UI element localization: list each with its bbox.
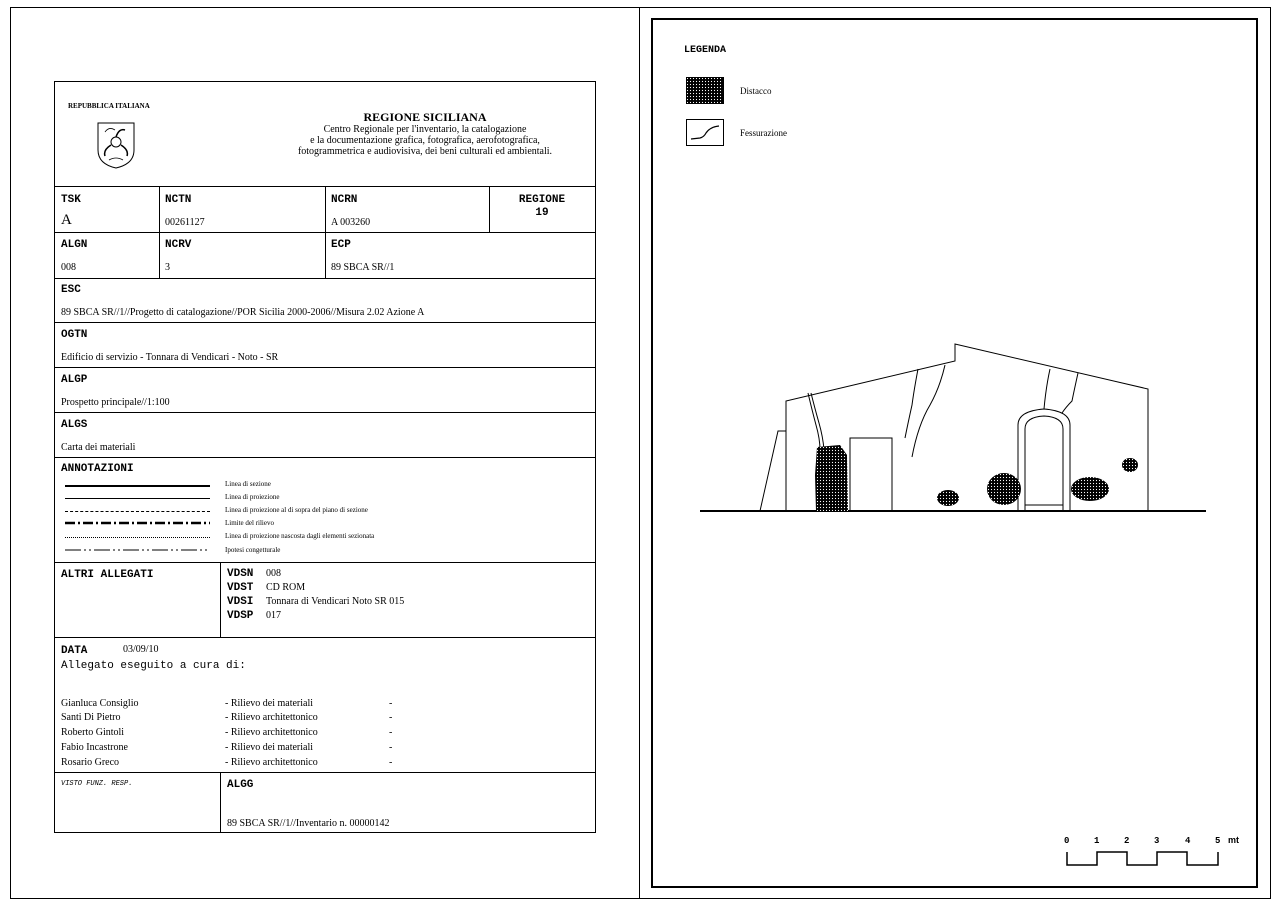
ncrn-label: NCRN xyxy=(331,194,358,206)
algn-label: ALGN xyxy=(61,239,88,251)
buttress-outline xyxy=(760,431,786,511)
sicily-emblem-icon xyxy=(95,120,137,170)
vdsi-key: VDSI xyxy=(227,596,254,608)
vdsp-key: VDSP xyxy=(227,610,254,622)
crack-line xyxy=(811,393,824,450)
legend-item-fessurazione: Fessurazione xyxy=(740,128,787,138)
scale-tick-label: 0 xyxy=(1064,836,1070,846)
scale-tick-label: 5 xyxy=(1215,836,1221,846)
ecp-label: ECP xyxy=(331,239,351,251)
visto-label: VISTO FUNZ. RESP. xyxy=(61,780,133,788)
person-extra: - xyxy=(389,712,393,723)
person-role: - Rilievo architettonico xyxy=(225,712,318,723)
tsk-label: TSK xyxy=(61,194,81,206)
person-role: - Rilievo architettonico xyxy=(225,727,318,738)
survey-limit-line-sample xyxy=(65,521,210,525)
legend-line-text: Linea di sezione xyxy=(225,480,271,488)
person-extra: - xyxy=(389,727,393,738)
detachment-swatch xyxy=(686,77,724,104)
row-line xyxy=(55,772,595,773)
ecp-value: 89 SBCA SR//1 xyxy=(331,262,395,273)
detachment-area xyxy=(1122,458,1138,472)
detachment-area xyxy=(937,490,959,506)
data-label: DATA xyxy=(61,645,88,657)
legend-item-distacco: Distacco xyxy=(740,86,772,96)
row-line xyxy=(55,562,595,563)
person-name: Fabio Incastrone xyxy=(61,742,128,753)
ogtn-label: OGTN xyxy=(61,329,88,341)
door-opening xyxy=(850,438,892,511)
esc-value: 89 SBCA SR//1//Progetto di catalogazione//POR Sicilia 2000-2006//Misura 2.02 Azione A xyxy=(61,307,425,318)
row-line xyxy=(55,412,595,413)
scale-tick-label: 3 xyxy=(1154,836,1160,846)
regione-label: REGIONE xyxy=(518,194,566,206)
row-line xyxy=(55,278,595,279)
center-line-2: e la documentazione grafica, fotografica, aerofotografica, xyxy=(310,135,540,146)
person-name: Roberto Gintoli xyxy=(61,727,125,738)
algs-value: Carta dei materiali xyxy=(61,442,136,453)
crack-line xyxy=(912,365,945,457)
person-name: Santi Di Pietro xyxy=(61,712,121,723)
person-extra: - xyxy=(389,757,393,768)
algp-value: Prospetto principale//1:100 xyxy=(61,397,170,408)
catalog-card xyxy=(54,81,596,833)
col-line xyxy=(220,562,221,637)
col-line xyxy=(220,772,221,833)
projection-line-sample xyxy=(65,498,210,499)
person-name: Rosario Greco xyxy=(61,757,120,768)
arched-door-inner xyxy=(1025,416,1063,511)
detachment-area xyxy=(987,473,1021,505)
ncrn-value: A 003260 xyxy=(331,217,371,228)
person-extra: - xyxy=(389,742,393,753)
scale-bar xyxy=(1060,835,1250,875)
vdsn-value: 008 xyxy=(266,568,281,579)
row-line xyxy=(55,322,595,323)
scale-unit: mt xyxy=(1228,835,1239,845)
allegato-subtitle: Allegato eseguito a cura di: xyxy=(61,660,246,672)
row-line xyxy=(55,232,595,233)
legend-line-text: Limite del rilievo xyxy=(225,519,274,527)
ogtn-value: Edificio di servizio - Tonnara di Vendicari - Noto - SR xyxy=(61,352,279,363)
region-header xyxy=(275,110,575,157)
scale-tick-label: 2 xyxy=(1124,836,1130,846)
republic-label: REPUBBLICA ITALIANA xyxy=(68,102,150,110)
nctn-value: 00261127 xyxy=(165,217,205,228)
algs-label: ALGS xyxy=(61,419,88,431)
person-name: Gianluca Consiglio xyxy=(61,698,139,709)
vdsn-key: VDSN xyxy=(227,568,254,580)
legend-title: LEGENDA xyxy=(684,45,727,56)
vdsp-value: 017 xyxy=(266,610,281,621)
annotazioni-label: ANNOTAZIONI xyxy=(61,463,134,475)
legend-line-text: Linea di proiezione xyxy=(225,493,280,501)
person-role: - Rilievo architettonico xyxy=(225,757,318,768)
hidden-line-sample xyxy=(65,537,210,538)
legend-line-text: Linea di proiezione nascosta dagli elementi sezionata xyxy=(225,532,375,540)
vdst-value: CD ROM xyxy=(266,582,306,593)
row-line xyxy=(55,457,595,458)
tsk-value: A xyxy=(61,212,72,228)
conjectural-line-sample xyxy=(65,548,210,552)
esc-label: ESC xyxy=(61,284,81,296)
crack-line xyxy=(905,369,918,438)
regione-value: 19 xyxy=(535,207,549,219)
crack-line xyxy=(1062,373,1078,413)
row-line xyxy=(55,637,595,638)
nctn-label: NCTN xyxy=(165,194,192,206)
sheet-divider xyxy=(639,7,640,899)
ncrv-label: NCRV xyxy=(165,239,192,251)
person-extra: - xyxy=(389,698,393,709)
elevation-drawing xyxy=(690,335,1220,525)
person-role: - Rilievo dei materiali xyxy=(225,698,314,709)
detachment-area xyxy=(815,445,848,511)
legend-line-text: Linea di proiezione al di sopra del piano di sezione xyxy=(225,506,368,514)
legend-line-text: Ipotesi congetturale xyxy=(225,546,281,554)
altri-allegati-label: ALTRI ALLEGATI xyxy=(61,569,154,581)
projection-above-line-sample xyxy=(65,511,210,512)
scale-bar-graphic xyxy=(1066,850,1221,870)
algg-label: ALGG xyxy=(227,779,254,791)
algp-label: ALGP xyxy=(61,374,88,386)
ncrv-value: 3 xyxy=(165,262,170,273)
section-line-sample xyxy=(65,485,210,487)
row-line xyxy=(55,367,595,368)
algn-value: 008 xyxy=(61,262,76,273)
vdsi-value: Tonnara di Vendicari Noto SR 015 xyxy=(266,596,405,607)
crack-line xyxy=(1044,369,1050,409)
scale-tick-label: 4 xyxy=(1185,836,1191,846)
data-value: 03/09/10 xyxy=(123,644,159,655)
center-line-3: fotogrammetrica e audiovisiva, dei beni culturali ed ambientali. xyxy=(297,146,553,157)
person-role: - Rilievo dei materiali xyxy=(225,742,314,753)
scale-tick-label: 1 xyxy=(1094,836,1100,846)
region-title: REGIONE SICILIANA xyxy=(363,110,487,124)
crack-swatch xyxy=(686,119,724,146)
vdst-key: VDST xyxy=(227,582,254,594)
center-line-1: Centro Regionale per l'inventario, la catalogazione xyxy=(323,124,527,135)
detachment-area xyxy=(1071,477,1109,501)
algg-value: 89 SBCA SR//1//Inventario n. 00000142 xyxy=(227,818,390,829)
